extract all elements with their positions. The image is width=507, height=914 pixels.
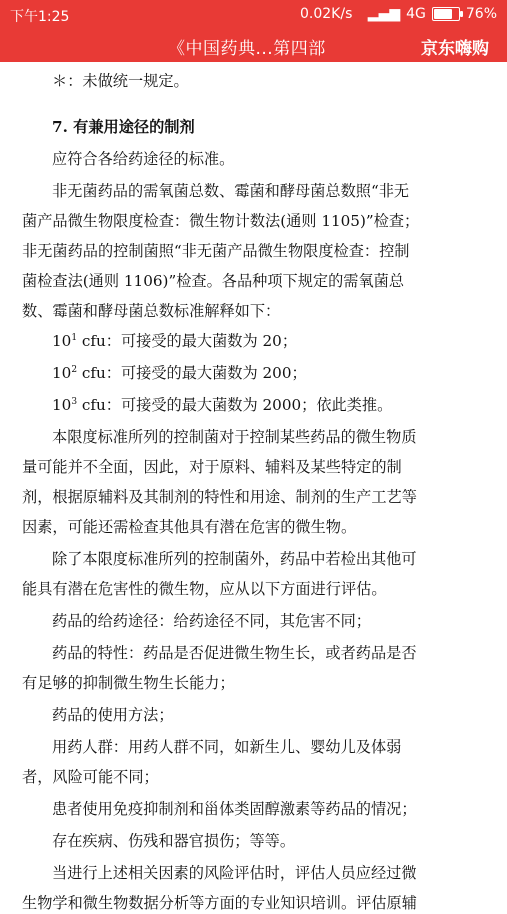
document-page (0, 62, 507, 912)
doc-line: 药品的使用方法； (52, 706, 174, 724)
page-title: 《中国药典...第四部 (168, 39, 326, 59)
app-header (0, 0, 507, 62)
power-base: 10 (52, 332, 72, 350)
doc-line: 用药人群：用药人群不同，如新生儿、婴幼儿及体弱 (52, 738, 402, 756)
doc-line: 生物学和微生物数据分析等方面的专业知识培训。评估原辅 (22, 894, 417, 912)
doc-line: 菌检查法(通则 1106)”检查。各品种项下规定的需氧菌总 (22, 272, 405, 290)
power-exponent: 3 (71, 396, 78, 407)
doc-line: 者，风险可能不同； (22, 768, 159, 786)
power-exponent: 2 (71, 364, 78, 375)
doc-line-power-3 (52, 394, 392, 416)
doc-line: 药品的特性：药品是否促进微生物生长，或者药品是否 (52, 644, 417, 662)
doc-line: 菌产品微生物限度检查：微生物计数法(通则 1105)”检查； (22, 212, 420, 230)
battery-icon (432, 7, 460, 21)
doc-line: 非无菌药品的控制菌照“非无菌产品微生物限度检查：控制 (22, 242, 410, 260)
doc-line: 除了本限度标准所列的控制菌外，药品中若检出其他可 (52, 550, 417, 568)
status-right (368, 6, 497, 22)
battery-fill (434, 9, 452, 19)
doc-line: 存在疾病、伤残和器官损伤；等等。 (52, 832, 295, 850)
doc-line: 能具有潜在危害性的微生物，应从以下方面进行评估。 (22, 580, 387, 598)
store-link[interactable]: 京东嗨购 (421, 39, 489, 59)
power-base: 10 (52, 364, 72, 382)
doc-line: 剂，根据原辅料及其制剂的特性和用途、制剂的生产工艺等 (22, 488, 417, 506)
power-text: cfu：可接受的最大菌数为 20； (81, 332, 298, 350)
doc-line: 非无菌药品的需氧菌总数、霉菌和酵母菌总数照“非无 (52, 182, 410, 200)
power-exponent: 1 (71, 332, 78, 343)
doc-line: ＊：未做统一规定。 (52, 72, 189, 90)
doc-line: 因素，可能还需检查其他具有潜在危害的微生物。 (22, 518, 357, 536)
power-base: 10 (52, 396, 72, 414)
doc-line: 量可能并不全面，因此，对于原料、辅料及某些特定的制 (22, 458, 402, 476)
network-speed: 0.02K/s (300, 6, 353, 22)
battery-percent: 76% (465, 6, 497, 22)
section-title: 7. 有兼用途径的制剂 (52, 118, 195, 136)
signal-icon: ▂▄▆ (367, 6, 401, 22)
doc-line: 患者使用免疫抑制剂和甾体类固醇激素等药品的情况； (52, 800, 417, 818)
doc-line: 有足够的抑制微生物生长能力； (22, 674, 235, 692)
doc-line: 应符合各给药途径的标准。 (52, 150, 235, 168)
doc-line: 当进行上述相关因素的风险评估时，评估人员应经过微 (52, 864, 417, 882)
power-text: cfu：可接受的最大菌数为 2000；依此类推。 (81, 396, 393, 414)
doc-line: 本限度标准所列的控制菌对于控制某些药品的微生物质 (52, 428, 417, 446)
network-type: 4G (406, 6, 426, 22)
doc-line-power-1 (52, 330, 297, 352)
doc-line: 数、霉菌和酵母菌总数标准解释如下： (22, 302, 281, 320)
doc-line-power-2 (52, 362, 307, 384)
doc-line: 药品的给药途径：给药途径不同，其危害不同； (52, 612, 371, 630)
power-text: cfu：可接受的最大菌数为 200； (81, 364, 307, 382)
status-time: 下午1:25 (10, 9, 70, 25)
status-bar (0, 0, 507, 30)
title-bar (0, 30, 507, 62)
